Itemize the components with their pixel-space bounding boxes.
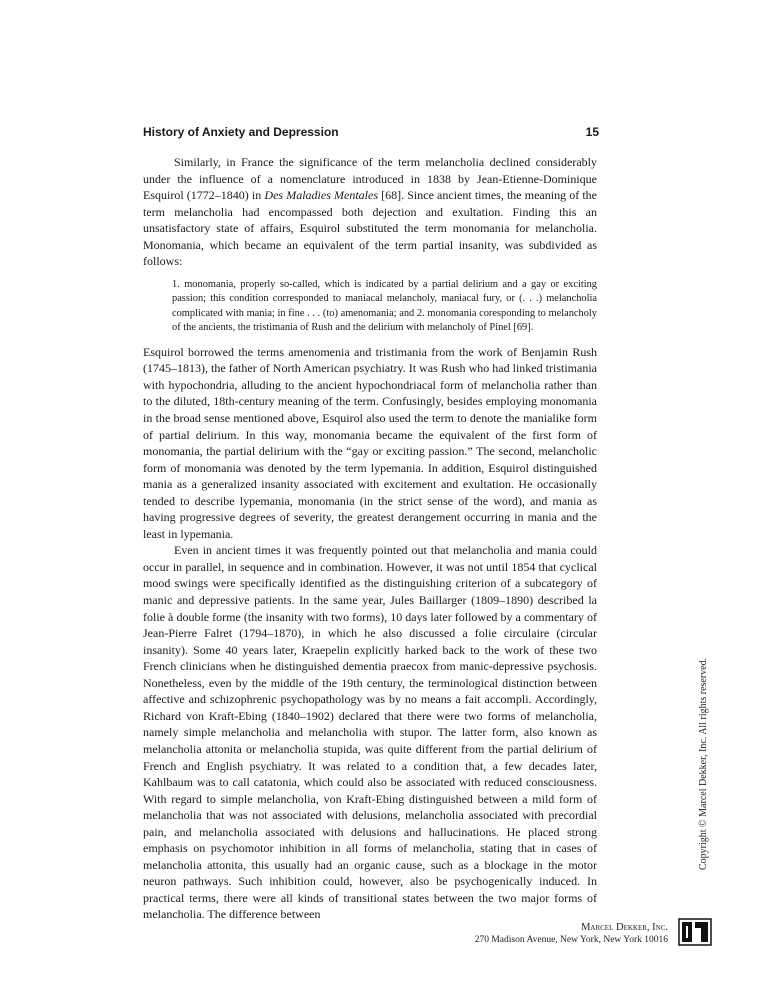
paragraph-1 bbox=[143, 154, 597, 270]
paragraph-1-part-a: Similarly, in France the significance of the term melancholia declined considerably under the influence of a nomenclature introduced in 1838 by Jean-Etienne-Dominique Esquirol (1772–1840) in bbox=[143, 155, 597, 203]
paragraph-3: Even in ancient times it was frequently pointed out that melancholia and mania could occur in parallel, in sequence and in combination. However, it was not until 1854 that cyclical mood swings were specifically identified as the distinguishing criterion of a subcategory of manic and depressive patients. In the same year, Jules Baillarger (1809–1890) described la folie à double forme (the insanity with two forms), 10 days later followed by a commentary of Jean-Pierre Falret (1794–1870), in which he also discussed a folie circulaire (circular insanity). Some 40 years later, Kraepelin explicitly harked back to the work of these two French clinicians when he distinguished dementia praecox from manic-depressive psychosis. Nonetheless, even by the middle of the 19th century, the terminological distinction between affective and schizophrenic psychopathology was by no means a fait accompli. Accordingly, Richard von Kraft-Ebing (1840–1902) declared that there were two forms of melancholia, namely simple melancholia and melancholia with stupor. The latter form, also known as melancholia attonita or melancholia stupida, was quite different from the partial delirium of French and English psychiatry. It was related to a condition that, a few decades later, Kahlbaum was to call catatonia, which could also be associated with reduced consciousness. With regard to simple melancholia, von Kraft-Ebing distinguished between a mild form of melancholia that was not associated with delusions, melancholia associated with precordial pain, and melancholia associated with delusions and hallucinations. He placed strong emphasis on psychomotor inhibition in all forms of melancholia, stating that in cases of melancholia attonita, this usually had an organic cause, such as a blockage in the motor neuron pathways. Such inhibition could, however, also be psychogenically induced. In practical terms, there were all kinds of transitional states between the two major forms of melancholia. The difference between bbox=[143, 543, 597, 922]
publisher-logo-icon bbox=[678, 918, 712, 946]
copyright-notice: Copyright © Marcel Dekker, Inc. All rights reserved. bbox=[698, 657, 709, 870]
main-text bbox=[143, 154, 597, 923]
publisher-imprint bbox=[475, 922, 668, 946]
block-quote bbox=[172, 278, 597, 336]
running-title: History of Anxiety and Depression bbox=[143, 125, 339, 139]
paragraph-1-part-b: [68]. Since ancient times, the meaning of the term melancholia had encompassed both dejection and exultation. Finding this an unsatisfactory state of affairs, Esquirol substituted the term monomania for melancholia. Monomania, which became an equivalent of the term partial insanity, was subdivided as follows: bbox=[143, 188, 597, 269]
paragraph-2: Esquirol borrowed the terms amenomenia and tristimania from the work of Benjamin Rush (1745–1813), the father of North American psychiatry. It was Rush who had linked tristimania with hypochondria, alluding to the ancient hypochondriacal form of melancholia rather than to the diluted, 18th-century meaning of the term. Confusingly, besides employing monomania in the broad sense mentioned above, Esquirol also used the term to denote the manialike form of partial delirium. In this way, monomania became the equivalent of the first form of monomania, the partial delirium with the “gay or exciting passion.” The second, melancholic form of monomania was denoted by the term lypemania. In addition, Esquirol distinguished mania as a generalized insanity associated with excitement and exultation. He occasionally tended to describe lypemania, monomania (in the strict sense of the word), and mania as having progressive degrees of severity, the greatest derangement occurring in mania and the least in lypemania. bbox=[143, 344, 597, 541]
book-title: Des Maladies Mentales bbox=[264, 188, 378, 203]
running-header bbox=[143, 125, 599, 139]
publisher-address: 270 Madison Avenue, New York, New York 10016 bbox=[474, 935, 668, 945]
page-number: 15 bbox=[585, 125, 599, 139]
publisher-name: Marcel Dekker, Inc. bbox=[581, 922, 668, 933]
block-quote-text: 1. monomania, properly so-called, which is indicated by a partial delirium and a gay or exciting passion; this condition corresponded to maniacal melancholy, maniacal fury, or (. . .) melancholia complicated with mania; in fine . . . (to) amenomania; and 2. monomania coresponding to melancholy of the ancients, the tristimania of Rush and the delirium with melancholy of Pinel [69]. bbox=[172, 278, 597, 334]
